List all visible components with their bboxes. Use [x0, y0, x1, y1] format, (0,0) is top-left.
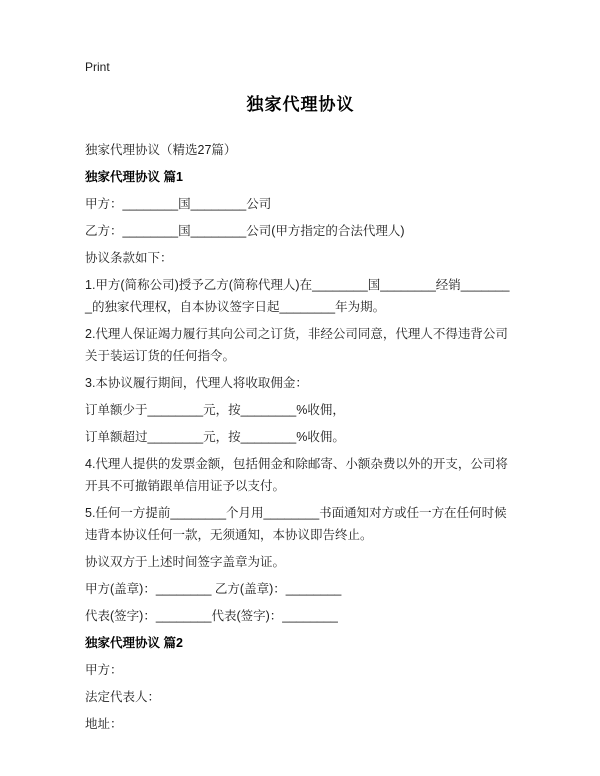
paragraph: 2.代理人保证竭力履行其向公司之订货，非经公司同意，代理人不得违背公司关于装运订货的任何指令。 — [85, 327, 508, 363]
paragraph: 代表(签字)：________代表(签字)：________ — [85, 609, 338, 623]
paragraph: 法定代表人： — [85, 690, 161, 704]
paragraph: 5.任何一方提前________个月用________书面通知对方或任一方在任何时候违背本协议任何一款，无须通知，本协议即告终止。 — [85, 506, 507, 542]
paragraph: 订单额少于________元，按________%收佣， — [85, 403, 345, 417]
paragraph: 订单额超过________元，按________%收佣。 — [85, 430, 345, 444]
paragraph: 甲方： — [85, 663, 123, 677]
paragraph: 地址： — [85, 717, 123, 731]
print-link[interactable]: Print — [85, 60, 110, 74]
paragraph: 4.代理人提供的发票金额，包括佣金和除邮寄、小额杂费以外的开支，公司将开具不可撤销跟单信用证予以支付。 — [85, 457, 508, 493]
paragraph: 1.甲方(简称公司)授予乙方(简称代理人)在________国________经销________的独家代理权，自本协议签字日起________年为期。 — [85, 278, 510, 314]
paragraph: 协议双方于上述时间签字盖章为证。 — [85, 555, 286, 569]
section-heading: 独家代理协议 篇1 — [85, 170, 183, 184]
paragraph: 甲方(盖章)：________ 乙方(盖章)：________ — [85, 582, 342, 596]
paragraph: 乙方：________国________公司(甲方指定的合法代理人) — [85, 224, 405, 238]
section-heading: 独家代理协议 篇2 — [85, 636, 183, 650]
document-subtitle: 独家代理协议（精选27篇） — [85, 143, 237, 157]
paragraph: 甲方：________国________公司 — [85, 197, 272, 211]
paragraph: 协议条款如下： — [85, 251, 173, 265]
paragraph: 3.本协议履行期间，代理人将收取佣金： — [85, 376, 308, 390]
page-title: 独家代理协议 — [246, 95, 355, 114]
